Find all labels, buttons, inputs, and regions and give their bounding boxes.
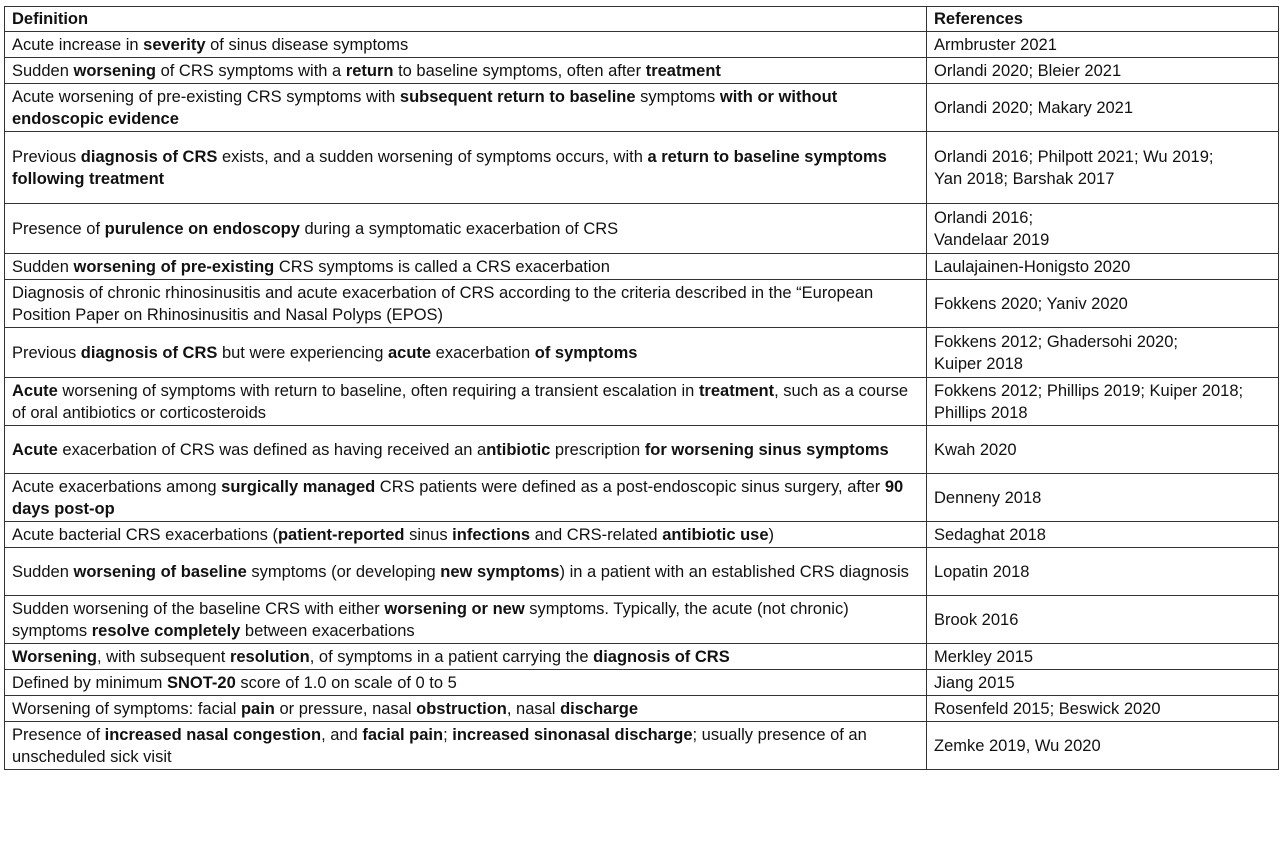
definition-text: CRS symptoms is called a CRS exacerbation [274,257,610,276]
definition-text: worsening of symptoms with return to baseline, often requiring a transient escalation in [57,381,699,400]
references-cell [927,254,1279,280]
definition-text: prescription [550,440,645,459]
definition-emphasis: pain [240,699,275,718]
definition-cell [5,596,927,644]
definition-cell [5,722,927,770]
definition-text: Sudden [12,61,74,80]
references-cell [927,474,1279,522]
definition-cell [5,280,927,328]
definition-emphasis: obstruction [416,699,507,718]
definition-text: Worsening of symptoms: facial [12,699,241,718]
definition-emphasis: ntibiotic [486,440,551,459]
reference-line: Fokkens 2012; Phillips 2019; Kuiper 2018; Phillips 2018 [934,381,1244,422]
references-cell [927,280,1279,328]
definition-emphasis: of symptoms [534,343,638,362]
definition-emphasis: diagnosis of CRS [80,343,218,362]
references-cell [927,84,1279,132]
definition-text: exacerbation [431,343,535,362]
definition-text: of sinus disease symptoms [205,35,409,54]
reference-line: Fokkens 2020; Yaniv 2020 [934,294,1128,313]
table-row [5,378,1279,426]
definition-text: Acute worsening of pre-existing CRS symptoms with [12,87,400,106]
definition-text: Acute increase in [12,35,144,54]
definition-emphasis: infections [452,525,531,544]
table-row [5,696,1279,722]
definition-emphasis: treatment [645,61,721,80]
definition-emphasis: increased sinonasal discharge [452,725,693,744]
table-row [5,596,1279,644]
header-references: References [927,7,1279,32]
definition-text: Defined by minimum [12,673,167,692]
definition-cell [5,84,927,132]
definition-emphasis: with or without endoscopic evidence [12,87,838,128]
definition-text: Diagnosis of chronic rhinosinusitis and acute exacerbation of CRS according to the criteria described in the “European Position Paper on Rhinosinusitis and Nasal Polyps (EPOS) [12,283,874,324]
definition-text: Sudden [12,257,74,276]
definition-text: but were experiencing [217,343,388,362]
definition-emphasis: treatment [698,381,775,400]
definition-cell [5,670,927,696]
table-row [5,722,1279,770]
reference-line: Merkley 2015 [934,647,1034,666]
references-cell [927,132,1279,204]
definition-text: Presence of [12,725,105,744]
references-cell [927,696,1279,722]
table-row [5,474,1279,522]
references-cell [927,596,1279,644]
definition-text: symptoms [635,87,720,106]
definition-text: sinus [404,525,453,544]
reference-line: Kuiper 2018 [934,354,1023,373]
reference-line: Brook 2016 [934,610,1019,629]
definition-emphasis: diagnosis of CRS [593,647,730,666]
reference-line: Yan 2018; Barshak 2017 [934,169,1115,188]
table-row [5,32,1279,58]
definition-emphasis: Acute [12,381,58,400]
definition-text: between exacerbations [240,621,415,640]
definition-cell [5,254,927,280]
definition-emphasis: resolution [229,647,310,666]
definition-text: Previous [12,343,81,362]
definition-emphasis: purulence on endoscopy [104,219,300,238]
definition-text: ; [443,725,453,744]
references-cell [927,522,1279,548]
definition-text: Acute bacterial CRS exacerbations ( [12,525,278,544]
definition-text: exists, and a sudden worsening of symptoms occurs, with [217,147,648,166]
definition-text: of CRS symptoms with a [156,61,346,80]
definition-cell [5,58,927,84]
table-row [5,548,1279,596]
definition-text: symptoms (or developing [246,562,441,581]
definition-emphasis: severity [143,35,206,54]
definition-text: CRS patients were defined as a post-endoscopic sinus surgery, after [375,477,885,496]
definition-text: Acute exacerbations among [12,477,222,496]
reference-line: Armbruster 2021 [934,35,1057,54]
definition-text: , and [321,725,363,744]
definition-emphasis: return [345,61,394,80]
definition-emphasis: worsening of pre-existing [73,257,275,276]
definition-emphasis: Worsening [12,647,97,666]
definition-text: symptoms. Typically, the acute (not chronic) symptoms [12,599,849,640]
definition-emphasis: antibiotic use [662,525,769,544]
definition-cell [5,522,927,548]
definition-text: Sudden [12,562,74,581]
definition-text: to baseline symptoms, often after [393,61,646,80]
definition-text: and CRS-related [530,525,663,544]
definition-cell [5,204,927,254]
reference-line: Sedaghat 2018 [934,525,1046,544]
definition-cell [5,474,927,522]
definition-text: during a symptomatic exacerbation of CRS [299,219,619,238]
reference-line: Orlandi 2016; [934,208,1034,227]
definition-emphasis: SNOT-20 [166,673,236,692]
definition-text: ) in a patient with an established CRS diagnosis [559,562,909,581]
definition-emphasis: Acute [12,440,58,459]
table-header-row [5,7,1279,32]
references-cell [927,32,1279,58]
definition-emphasis: new symptoms [440,562,560,581]
definition-emphasis: facial pain [362,725,444,744]
definition-emphasis: resolve completely [91,621,241,640]
definition-text: Presence of [12,219,105,238]
definition-text: Sudden worsening of the baseline CRS with either [12,599,385,618]
reference-line: Jiang 2015 [934,673,1015,692]
definition-emphasis: diagnosis of CRS [80,147,218,166]
definition-emphasis: discharge [560,699,639,718]
definition-cell [5,696,927,722]
references-cell [927,644,1279,670]
definition-text: Previous [12,147,81,166]
definition-text: , such as a course of oral antibiotics or corticosteroids [12,381,909,422]
table-row [5,84,1279,132]
references-cell [927,548,1279,596]
reference-line: Rosenfeld 2015; Beswick 2020 [934,699,1161,718]
references-cell [927,328,1279,378]
reference-line: Orlandi 2016; Philpott 2021; Wu 2019; [934,147,1214,166]
definition-cell [5,644,927,670]
definition-text: ) [768,525,775,544]
definition-cell [5,426,927,474]
table-row [5,254,1279,280]
references-cell [927,204,1279,254]
references-cell [927,722,1279,770]
table-row [5,58,1279,84]
reference-line: Vandelaar 2019 [934,230,1050,249]
table-row [5,426,1279,474]
references-cell [927,670,1279,696]
definition-cell [5,378,927,426]
definition-emphasis: subsequent return to baseline [399,87,636,106]
reference-line: Laulajainen-Honigsto 2020 [934,257,1131,276]
reference-line: Fokkens 2012; Ghadersohi 2020; [934,332,1178,351]
references-cell [927,378,1279,426]
reference-line: Orlandi 2020; Bleier 2021 [934,61,1122,80]
definition-text: ; usually presence of an unscheduled sick visit [12,725,867,766]
definition-emphasis: worsening of baseline [73,562,247,581]
table-row [5,670,1279,696]
definition-text: , with subsequent [96,647,230,666]
table-row [5,132,1279,204]
reference-line: Kwah 2020 [934,440,1017,459]
reference-line: Lopatin 2018 [934,562,1030,581]
table-row [5,644,1279,670]
table-body [5,32,1279,770]
definition-emphasis: a return to baseline symptoms following treatment [12,147,887,188]
references-cell [927,426,1279,474]
definition-text: exacerbation of CRS was defined as having received an a [57,440,487,459]
reference-line: Denneny 2018 [934,488,1042,507]
table-row [5,280,1279,328]
definition-text: or pressure, nasal [274,699,417,718]
table-row [5,522,1279,548]
definition-emphasis: patient-reported [277,525,405,544]
table-row [5,204,1279,254]
references-cell [927,58,1279,84]
definition-emphasis: increased nasal congestion [104,725,322,744]
reference-line: Zemke 2019, Wu 2020 [934,736,1101,755]
definition-emphasis: 90 days post-op [12,477,904,518]
definition-cell [5,32,927,58]
definition-text: score of 1.0 on scale of 0 to 5 [235,673,457,692]
table-row [5,328,1279,378]
definition-text: , of symptoms in a patient carrying the [309,647,594,666]
definition-emphasis: for worsening sinus symptoms [644,440,889,459]
reference-line: Orlandi 2020; Makary 2021 [934,98,1134,117]
definitions-table [4,6,1279,770]
definition-emphasis: acute [387,343,432,362]
definition-cell [5,548,927,596]
definition-cell [5,328,927,378]
header-definition: Definition [5,7,927,32]
definition-emphasis: worsening [73,61,156,80]
definition-text: , nasal [506,699,561,718]
definition-emphasis: surgically managed [221,477,376,496]
definition-cell [5,132,927,204]
definition-emphasis: worsening or new [384,599,525,618]
